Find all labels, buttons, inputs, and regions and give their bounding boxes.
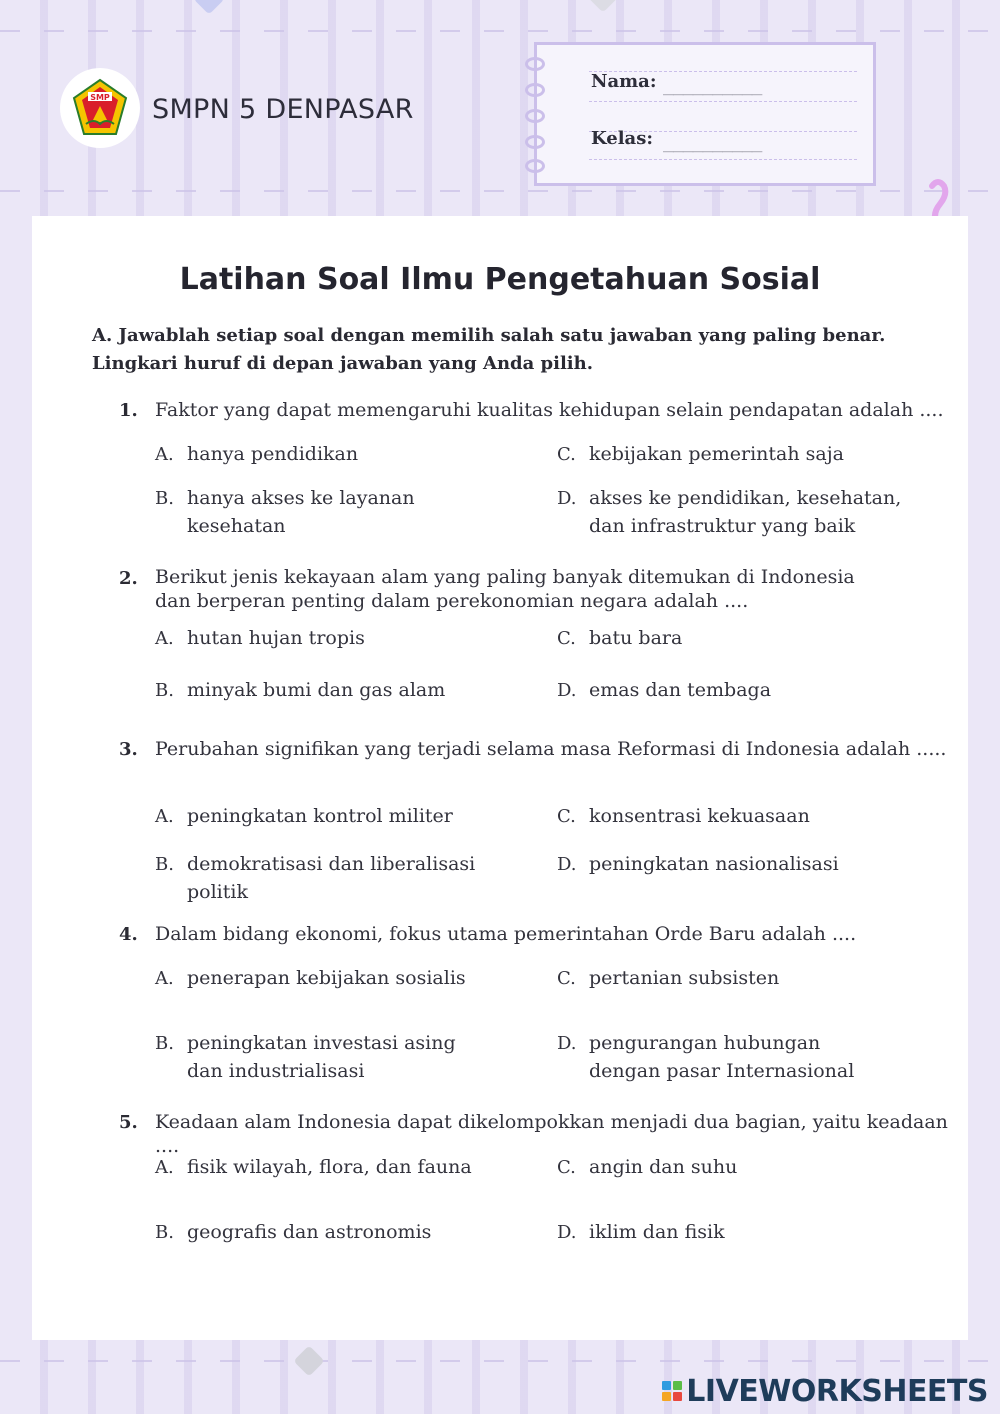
option-letter[interactable]: B. — [155, 854, 174, 875]
binder-ring — [525, 57, 545, 71]
binder-ring — [525, 109, 545, 123]
option-letter[interactable]: B. — [155, 1033, 174, 1054]
decorative-diamond — [293, 1345, 324, 1376]
class-field[interactable]: __________ — [663, 132, 762, 153]
option-text[interactable]: demokratisasi dan liberalisasi politik — [187, 853, 476, 903]
logo-tile — [673, 1392, 682, 1401]
option-text[interactable]: peningkatan nasionalisasi — [589, 853, 839, 875]
question-text: Perubahan signifikan yang terjadi selama masa Reformasi di Indonesia adalah ..... — [155, 738, 947, 760]
option-text[interactable]: angin dan suhu — [589, 1156, 738, 1178]
liveworksheets-brand — [662, 1374, 988, 1408]
card-rule — [589, 101, 857, 102]
background-dash — [0, 30, 1000, 32]
option-text[interactable]: hutan hujan tropis — [187, 627, 365, 649]
worksheet-title: Latihan Soal Ilmu Pengetahuan Sosial — [179, 262, 821, 297]
question-number: 2. — [119, 568, 138, 589]
question-number: 5. — [119, 1112, 138, 1133]
option-letter[interactable]: A. — [155, 1157, 174, 1178]
option-letter[interactable]: B. — [155, 488, 174, 509]
option-letter[interactable]: C. — [557, 628, 576, 649]
option-text[interactable]: hanya pendidikan — [187, 443, 359, 465]
logo-tile — [662, 1392, 671, 1401]
option-text[interactable]: kebijakan pemerintah saja — [589, 443, 844, 465]
option-text[interactable]: emas dan tembaga — [589, 679, 772, 701]
background-dash — [0, 190, 1000, 192]
student-id-card — [534, 42, 876, 186]
option-letter[interactable]: D. — [557, 1222, 577, 1243]
instructions: A. Jawablah setiap soal dengan memilih salah satu jawaban yang paling benar. Lingkari huruf di depan jawaban yang Anda pilih. — [92, 325, 886, 374]
binder-ring — [525, 159, 545, 173]
name-field[interactable]: __________ — [663, 75, 762, 96]
option-letter[interactable]: D. — [557, 680, 577, 701]
option-letter[interactable]: D. — [557, 1033, 577, 1054]
binder-ring — [525, 135, 545, 149]
option-letter[interactable]: A. — [155, 628, 174, 649]
option-letter[interactable]: C. — [557, 1157, 576, 1178]
option-letter[interactable]: C. — [557, 806, 576, 827]
option-letter[interactable]: B. — [155, 680, 174, 701]
option-letter[interactable]: C. — [557, 444, 576, 465]
option-letter[interactable]: A. — [155, 806, 174, 827]
option-text[interactable]: akses ke pendidikan, kesehatan, dan infrastruktur yang baik — [589, 487, 902, 537]
card-rule — [589, 159, 857, 160]
logo-tile — [673, 1381, 682, 1390]
decorative-diamond — [193, 0, 224, 15]
background-dash — [0, 1360, 1000, 1362]
option-text[interactable]: peningkatan kontrol militer — [187, 805, 453, 827]
logo-lettering: SMP — [90, 93, 110, 102]
decorative-diamond — [587, 0, 618, 13]
option-text[interactable]: fisik wilayah, flora, dan fauna — [187, 1156, 472, 1178]
option-letter[interactable]: B. — [155, 1222, 174, 1243]
question-number: 1. — [119, 400, 138, 421]
question-text: Dalam bidang ekonomi, fokus utama pemerintahan Orde Baru adalah .... — [155, 923, 857, 945]
option-text[interactable]: penerapan kebijakan sosialis — [187, 967, 466, 989]
option-letter[interactable]: D. — [557, 488, 577, 509]
option-letter[interactable]: D. — [557, 854, 577, 875]
binder-ring — [525, 83, 545, 97]
option-text[interactable]: konsentrasi kekuasaan — [589, 805, 810, 827]
option-letter[interactable]: C. — [557, 968, 576, 989]
option-text[interactable]: hanya akses ke layanan kesehatan — [187, 487, 415, 537]
option-text[interactable]: minyak bumi dan gas alam — [187, 679, 446, 701]
option-text[interactable]: peningkatan investasi asing dan industrialisasi — [187, 1032, 456, 1082]
option-text[interactable]: iklim dan fisik — [589, 1221, 725, 1243]
question-number: 4. — [119, 924, 138, 945]
question-text: Keadaan alam Indonesia dapat dikelompokkan menjadi dua bagian, yaitu keadaan .... — [155, 1111, 948, 1157]
option-text[interactable]: pertanian subsisten — [589, 967, 780, 989]
liveworksheets-logo-icon — [662, 1381, 682, 1401]
logo-tile — [662, 1381, 671, 1390]
option-text[interactable]: pengurangan hubungan dengan pasar Internasional — [589, 1032, 855, 1082]
option-text[interactable]: geografis dan astronomis — [187, 1221, 432, 1243]
school-crest-icon — [72, 78, 128, 138]
question-text: Faktor yang dapat memengaruhi kualitas kehidupan selain pendapatan adalah .... — [155, 399, 944, 421]
question-text: Berikut jenis kekayaan alam yang paling banyak ditemukan di Indonesia dan berperan penting dalam perekonomian negara adalah .... — [155, 566, 855, 612]
question-number: 3. — [119, 739, 138, 760]
name-label: Nama: — [591, 71, 657, 92]
option-letter[interactable]: A. — [155, 444, 174, 465]
option-letter[interactable]: A. — [155, 968, 174, 989]
class-label: Kelas: — [591, 128, 653, 149]
school-name: SMPN 5 DENPASAR — [152, 94, 414, 125]
brand-name: LIVEWORKSHEETS — [686, 1373, 988, 1409]
school-logo — [60, 68, 140, 148]
option-text[interactable]: batu bara — [589, 627, 683, 649]
